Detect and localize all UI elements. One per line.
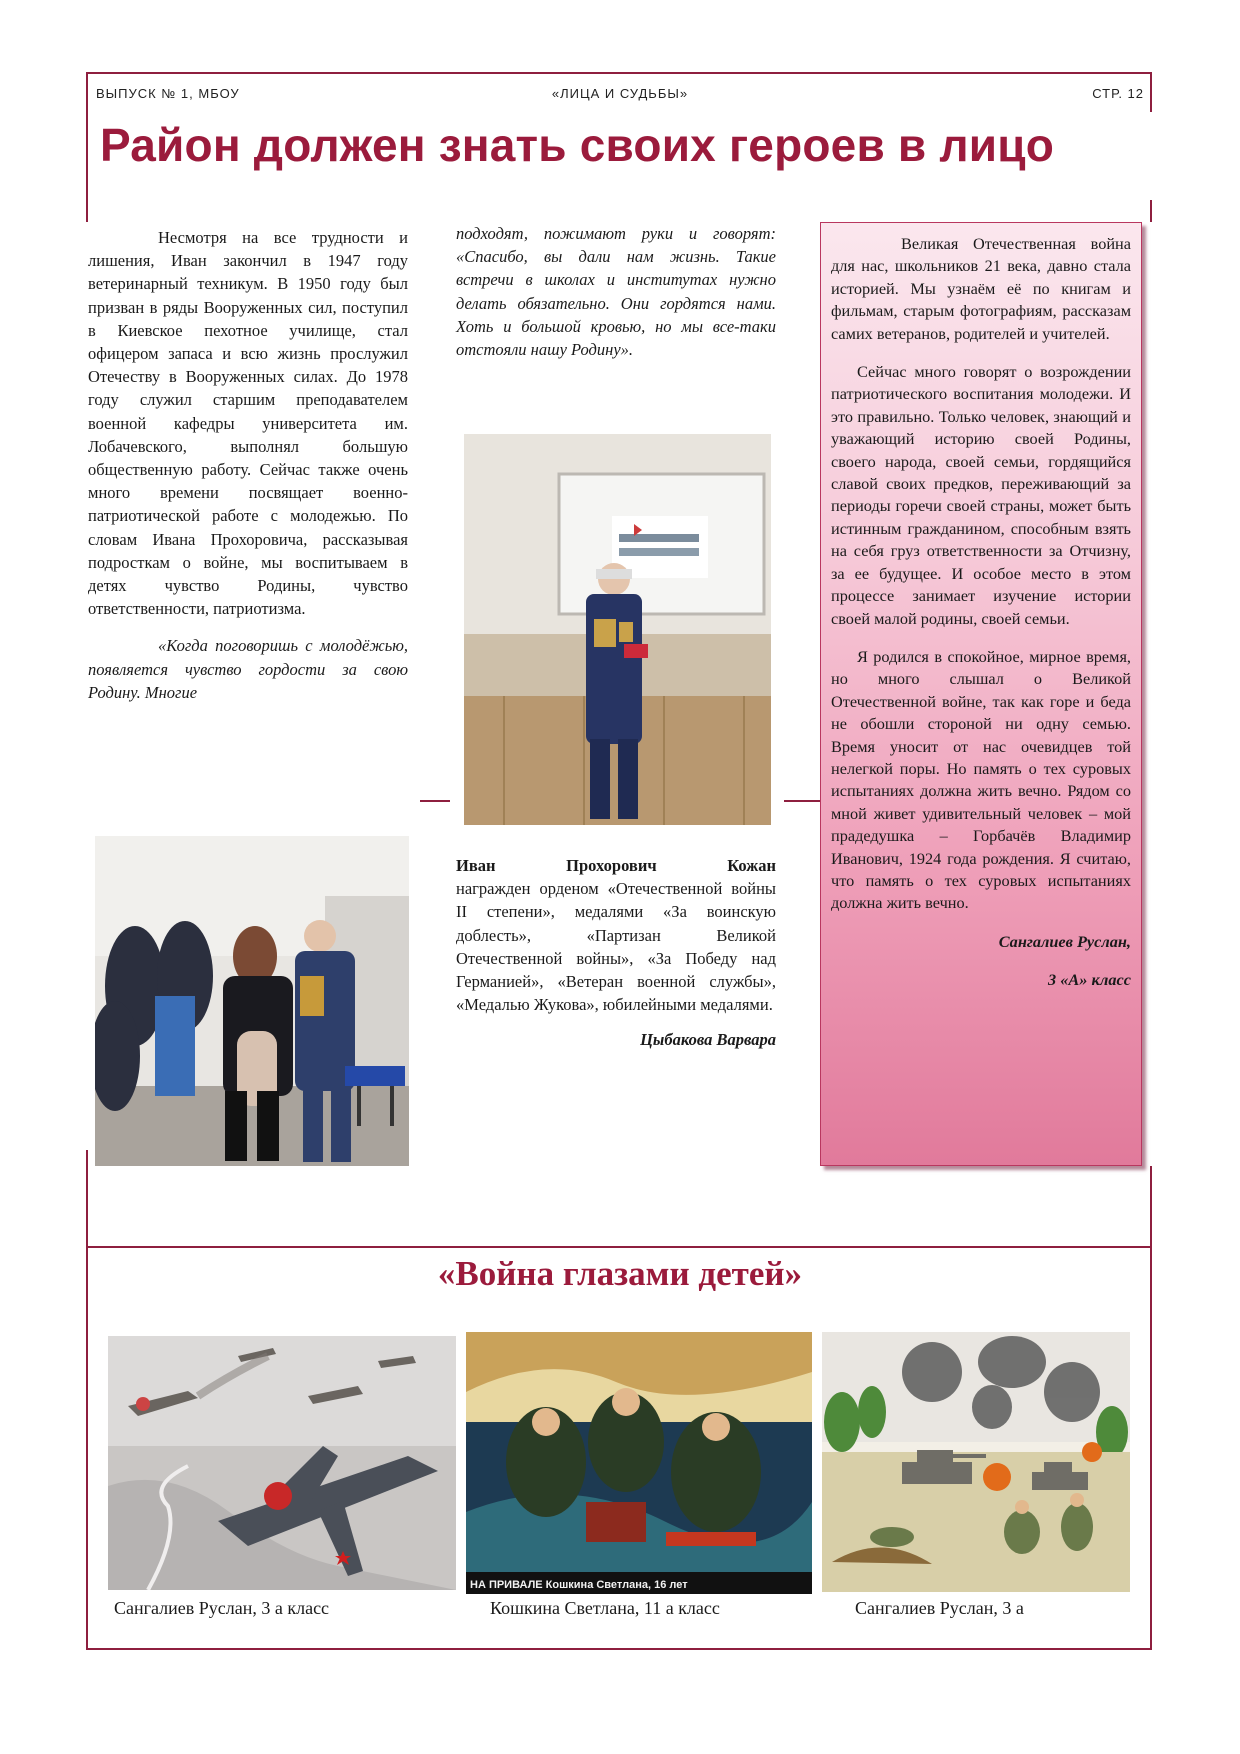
essay-author-name: Сангалиев Руслан, — [998, 931, 1131, 951]
photo-veteran-with-students — [95, 836, 409, 1166]
section-title: «Война глазами детей» — [437, 1254, 803, 1293]
left-quote: «Когда поговоришь с молодёжью, появляется чувство гордости за свою Родину. Многие — [88, 636, 408, 702]
column-connector-left — [420, 800, 450, 802]
drawing-inscription: НА ПРИВАЛЕ Кошкина Светлана, 16 лет — [470, 1579, 688, 1591]
drawing-caption-2: Кошкина Светлана, 11 а класс — [490, 1598, 720, 1618]
section-divider-rule — [86, 1246, 1152, 1248]
frame-bottom-rule — [86, 1648, 1152, 1650]
frame-right-rule-bottom — [1150, 1166, 1152, 1650]
photo-veteran-portrait — [464, 434, 771, 825]
bio-awards-text: награжден орденом «Отечественной войны II степени», медалями «За воинскую доблесть», «Партизан Великой Отечественной войны», «За Победу над Германией», «Ветеран военной службы», «Медалью Жукова», юбилейными медалями. — [456, 879, 776, 1015]
essay-paragraph-2: Сейчас много говорят о возрождении патриотического воспитания молодежи. И это правильно. Только человек, знающий и уважающий историю своей Родины, своего народа, своей семьи, гордящийся славой своих предков, переживающий за периоды горечи своей страны, может быть истинным гражданином, способным взять на себя груз ответственности за Отчизну, за ее будущее. И особое место в этом процессе занимает изучение истории своей малой родины, своей семьи. — [831, 362, 1131, 628]
page-title: Район должен знать своих героев в лицо — [100, 119, 1055, 171]
drawing-tank-battle — [822, 1332, 1130, 1592]
bio-name: Иван Прохорович Кожан — [456, 856, 776, 875]
drawing-caption-1: Сангалиев Руслан, 3 а класс — [114, 1598, 330, 1618]
essay-paragraph-1: Великая Отечественная война для нас, школьников 21 века, давно стала историей. Мы узнаём её по книгам и фильмам, старым фотографиям, рассказам самих ветеранов, родителей и учителей. — [831, 234, 1131, 343]
left-column — [88, 226, 408, 718]
middle-quote-continuation: подходят, пожимают руки и говорят: «Спасибо, вы дали нам жизнь. Такие встречи в школах и институтах нужно делать обязательно. Они гордятся нами. Хоть и большой кровью, но мы все-таки отстояли нашу Родину». — [456, 224, 776, 360]
drawing-air-battle — [108, 1336, 456, 1590]
header-newspaper-name: «ЛИЦА И СУДЬБЫ» — [551, 86, 689, 101]
header-issue: ВЫПУСК № 1, МБОУ — [96, 86, 240, 101]
drawing-soldiers-resting — [466, 1332, 812, 1594]
frame-left-rule-bottom — [86, 1150, 88, 1650]
drawing-caption-3: Сангалиев Руслан, 3 а — [855, 1598, 1024, 1618]
essay-author-class: 3 «А» класс — [1048, 970, 1131, 990]
left-article-paragraph: Несмотря на все трудности и лишения, Иван закончил в 1947 году ветеринарный техникум. В 1950 году был призван в ряды Вооруженных сил, поступил в Киевское пехотное училище, стал офицером запаса и всю жизнь прослужил Отечеству в Вооруженных силах. До 1978 году служил старшим преподавателем военной кафедры университета им. Лобачевского, выполнял большую общественную работу. Сейчас также очень много времени посвящает военно-патриотической работе с молодежью. По словам Ивана Прохоровича, рассказывая подросткам о войне, мы воспитываем в детях чувство Родины, чувство ответственности, патриотизма. — [88, 228, 408, 619]
middle-bio-block — [456, 854, 776, 1052]
article-author: Цыбакова Варвара — [640, 1030, 776, 1050]
frame-right-rule-title — [1150, 200, 1152, 222]
essay-paragraph-3: Я родился в спокойное, мирное время, но много слышал о Великой Отечественной войне, так как горе и беда не обошли стороной ни одну семью. Время уносит от нас очевидцев той нелегкой поры. Но память о тех суровых испытаниях должна жить вечно. Рядом со мной живет удивительный человек – мой прадедушка – Горбачёв Владимир Иванович, 1924 года рождения. Я считаю, что память о тех суровых испытаниях должна жить вечно. — [831, 646, 1131, 913]
header-page-number: СТР. 12 — [1092, 86, 1144, 101]
frame-top-rule — [86, 72, 1152, 74]
school-essay-box — [820, 222, 1142, 1166]
column-connector-right — [784, 800, 820, 802]
